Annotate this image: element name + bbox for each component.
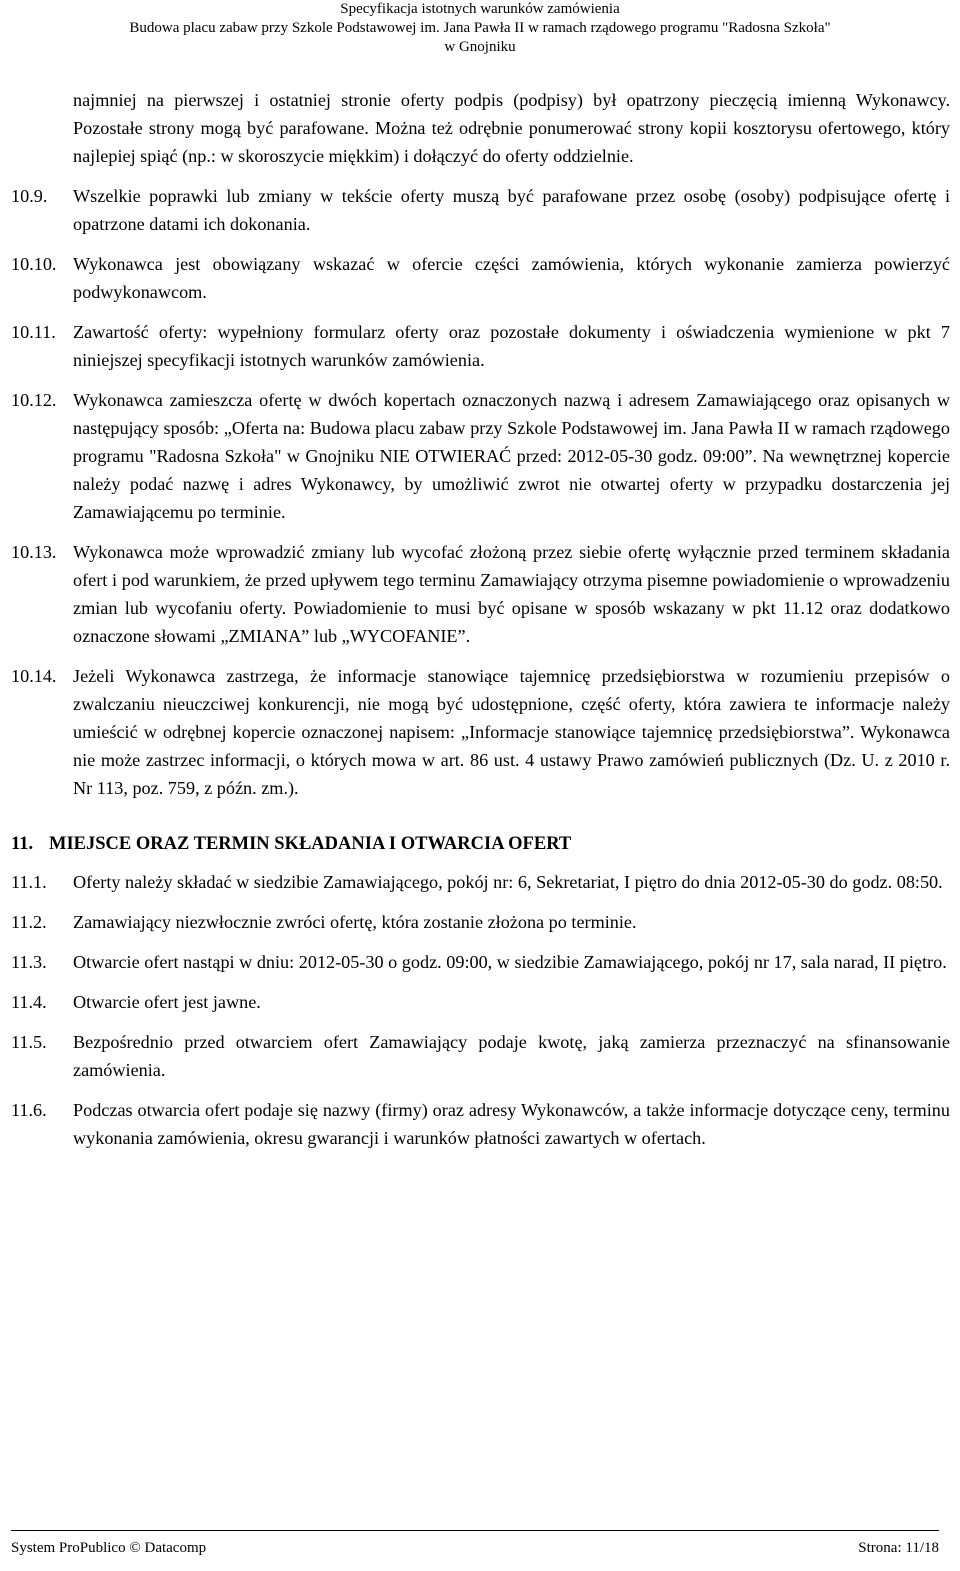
item-text: Wykonawca jest obowiązany wskazać w ofercie części zamówienia, których wykonanie zamierza powierzyć podwykonawcom. <box>73 254 950 302</box>
item-text: Zawartość oferty: wypełniony formularz oferty oraz pozostałe dokumenty i oświadczenia wymienione w pkt 7 niniejszej specyfikacji istotnych warunków zamówienia. <box>73 322 950 370</box>
page-header <box>0 0 960 57</box>
list-item <box>11 868 950 896</box>
item-text: Wykonawca zamieszcza ofertę w dwóch kopertach oznaczonych nazwą i adresem Zamawiającego oraz opisanych w następujący sposób: „Oferta na: Budowa placu zabaw przy Szkole Podstawowej im. Jana Pawła II w ramach rządowego programu "Radosna Szkoła" w Gnojniku NIE OTWIERAĆ przed: 2012-05-30 godz. 09:00”. Na wewnętrznej kopercie należy podać nazwę i adres Wykonawcy, by umożliwić zwrot nie otwartej oferty w przypadku dostarczenia jej Zamawiającemu po terminie. <box>73 390 950 522</box>
section-10-items <box>11 182 950 802</box>
section-heading <box>11 830 950 858</box>
section-11-items <box>11 868 950 1152</box>
item-text: Oferty należy składać w siedzibie Zamawiającego, pokój nr: 6, Sekretariat, I piętro do dnia 2012-05-30 do godz. 08:50. <box>73 872 943 892</box>
list-item <box>11 386 950 526</box>
item-number: 11.3. <box>11 952 47 972</box>
item-text: Wykonawca może wprowadzić zmiany lub wycofać złożoną przez siebie ofertę wyłącznie przed terminem składania ofert i pod warunkiem, że przed upływem tego terminu Zamawiający otrzyma pisemne powiadomienie o wprowadzeniu zmian lub wycofaniu oferty. Powiadomienie to musi być opisane w sposób wskazany w pkt 11.12 oraz dodatkowo oznaczone słowami „ZMIANA” lub „WYCOFANIE”. <box>73 542 950 646</box>
page-number: Strona: 11/18 <box>858 1540 939 1556</box>
item-number: 10.12. <box>11 390 57 410</box>
document-body <box>11 86 950 1164</box>
item-number: 11.6. <box>11 1100 47 1120</box>
list-item <box>11 250 950 306</box>
section-title: MIEJSCE ORAZ TERMIN SKŁADANIA I OTWARCIA OFERT <box>49 834 572 854</box>
list-item <box>11 662 950 802</box>
item-text: Otwarcie ofert nastąpi w dniu: 2012-05-30 o godz. 09:00, w siedzibie Zamawiającego, pokój nr 17, sala narad, II piętro. <box>73 952 947 972</box>
item-number: 11.5. <box>11 1032 47 1052</box>
item-text: Bezpośrednio przed otwarciem ofert Zamawiający podaje kwotę, jaką zamierza przeznaczyć na sfinansowanie zamówienia. <box>73 1032 950 1080</box>
list-item <box>11 988 950 1016</box>
section-number: 11. <box>11 834 34 854</box>
item-text: Wszelkie poprawki lub zmiany w tekście oferty muszą być parafowane przez osobę (osoby) podpisujące ofertę i opatrzone datami ich dokonania. <box>73 186 950 234</box>
item-number: 10.13. <box>11 542 57 562</box>
item-number: 10.11. <box>11 322 56 342</box>
list-item <box>11 182 950 238</box>
item-number: 10.9. <box>11 186 48 206</box>
continuation-paragraph: najmniej na pierwszej i ostatniej stronie oferty podpis (podpisy) był opatrzony pieczęcią imienną Wykonawcy. Pozostałe strony mogą być parafowane. Można też odrębnie ponumerować strony kopii kosztorysu ofertowego, który najlepiej spiąć (np.: w skoroszycie miękkim) i dołączyć do oferty oddzielnie. <box>73 90 950 166</box>
item-number: 11.2. <box>11 912 47 932</box>
list-item <box>11 948 950 976</box>
item-number: 11.4. <box>11 992 47 1012</box>
item-text: Jeżeli Wykonawca zastrzega, że informacje stanowiące tajemnicę przedsiębiorstwa w rozumieniu przepisów o zwalczaniu nieuczciwej konkurencji, nie mogą być udostępnione, część oferty, która zawiera te informacje należy umieścić w odrębnej kopercie oznaczonej napisem: „Informacje stanowiące tajemnicę przedsiębiorstwa”. Wykonawca nie może zastrzec informacji, o których mowa w art. 86 ust. 4 ustawy Prawo zamówień publicznych (Dz. U. z 2010 r. Nr 113, poz. 759, z późn. zm.). <box>73 666 950 798</box>
item-number: 10.10. <box>11 254 57 274</box>
list-item <box>11 1028 950 1084</box>
item-number: 11.1. <box>11 872 47 892</box>
list-item <box>11 908 950 936</box>
item-text: Otwarcie ofert jest jawne. <box>73 992 261 1012</box>
header-document-title: Specyfikacja istotnych warunków zamówienia <box>340 1 620 17</box>
item-number: 10.14. <box>11 666 57 686</box>
footer-copyright: System ProPublico © Datacomp <box>11 1540 207 1556</box>
list-item <box>11 538 950 650</box>
header-location: w Gnojniku <box>444 39 516 55</box>
item-text: Podczas otwarcia ofert podaje się nazwy (firmy) oraz adresy Wykonawców, a także informacje dotyczące ceny, terminu wykonania zamówienia, okresu gwarancji i warunków płatności zawartych w ofertach. <box>73 1100 950 1148</box>
page-footer <box>11 1530 939 1557</box>
list-item <box>11 318 950 374</box>
list-item <box>11 1096 950 1152</box>
item-text: Zamawiający niezwłocznie zwróci ofertę, która zostanie złożona po terminie. <box>73 912 637 932</box>
header-project-title: Budowa placu zabaw przy Szkole Podstawowej im. Jana Pawła II w ramach rządowego programu "Radosna Szkoła" <box>129 20 831 36</box>
